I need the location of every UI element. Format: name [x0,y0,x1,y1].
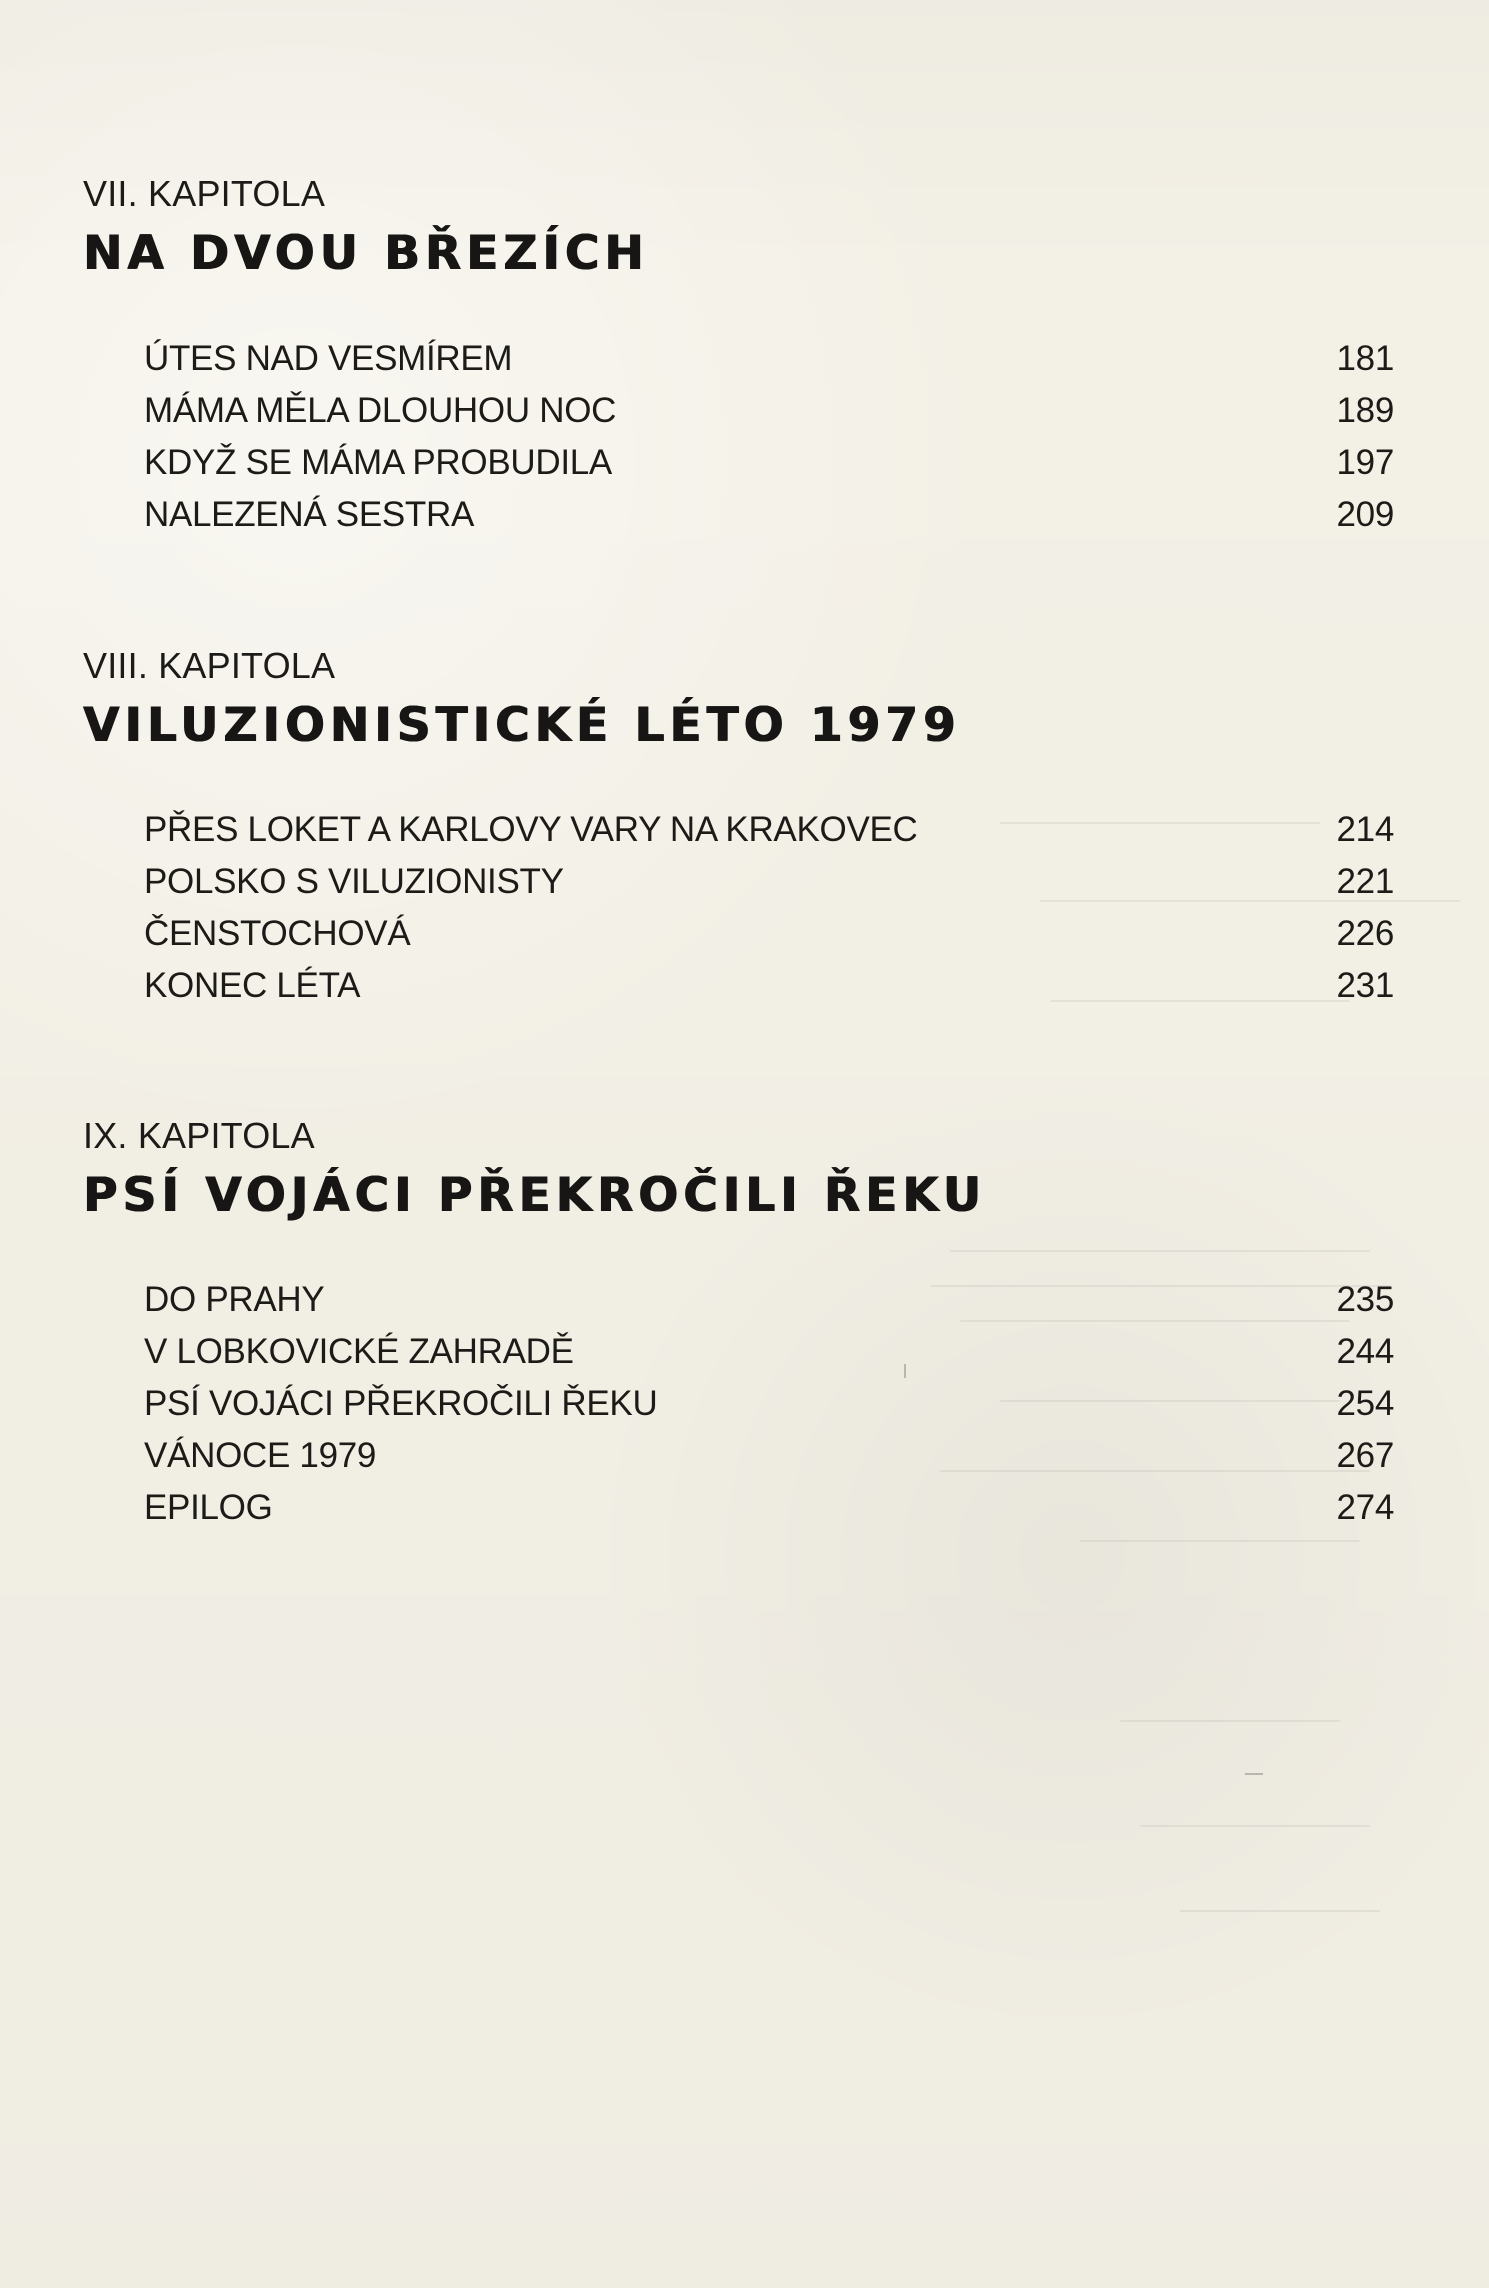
toc-entry [144,804,1394,856]
toc-entry [144,1430,1394,1482]
toc-entry-list [144,333,1394,541]
toc-entry [144,437,1394,489]
toc-entry-page: 197 [1336,443,1394,482]
toc-entry-page: 267 [1336,1436,1394,1475]
small-print-mark [1245,1773,1263,1775]
paper-ghost-line [1120,1720,1340,1722]
toc-entry-page: 244 [1336,1332,1394,1371]
toc-entry [144,908,1394,960]
toc-entry-page: 181 [1336,339,1394,378]
toc-entry [144,333,1394,385]
chapter-title: VILUZIONISTICKÉ LÉTO 1979 [83,698,961,753]
chapter-label: VII. KAPITOLA [83,173,326,214]
toc-entry-page: 189 [1336,391,1394,430]
toc-entry [144,1378,1394,1430]
toc-entry-title: KDYŽ SE MÁMA PROBUDILA [144,443,612,482]
chapter-title: PSÍ VOJÁCI PŘEKROČILI ŘEKU [83,1168,986,1223]
toc-entry [144,960,1394,1012]
toc-entry-title: V LOBKOVICKÉ ZAHRADĚ [144,1332,574,1371]
toc-entry [144,1482,1394,1534]
paper-ghost-line [1180,1910,1380,1912]
toc-entry-page: 231 [1336,966,1394,1005]
toc-entry-title: POLSKO S VILUZIONISTY [144,862,564,901]
toc-entry [144,1326,1394,1378]
toc-entry-title: PŘES LOKET A KARLOVY VARY NA KRAKOVEC [144,810,918,849]
chapter-label: IX. KAPITOLA [83,1115,315,1156]
toc-entry [144,1274,1394,1326]
toc-entry-list [144,804,1394,1012]
toc-entry-page: 226 [1336,914,1394,953]
toc-entry-page: 274 [1336,1488,1394,1527]
toc-entry-title: VÁNOCE 1979 [144,1436,377,1475]
chapter-section-viii [83,645,1394,1005]
toc-entry-title: NALEZENÁ SESTRA [144,495,475,534]
toc-entry-page: 221 [1336,862,1394,901]
toc-entry-title: MÁMA MĚLA DLOUHOU NOC [144,391,617,430]
toc-entry-title: EPILOG [144,1488,273,1527]
toc-entry-page: 209 [1336,495,1394,534]
toc-entry-title: ÚTES NAD VESMÍREM [144,339,513,378]
toc-entry-page: 254 [1336,1384,1394,1423]
toc-entry [144,856,1394,908]
chapter-title: NA DVOU BŘEZÍCH [83,226,649,281]
toc-entry-page: 214 [1336,810,1394,849]
toc-entry-title: DO PRAHY [144,1280,325,1319]
toc-entry [144,489,1394,541]
paper-ghost-line [1140,1825,1370,1827]
chapter-label: VIII. KAPITOLA [83,645,336,686]
paper-ghost-line [1080,1540,1360,1542]
chapter-section-vii [83,173,1394,534]
toc-entry-page: 235 [1336,1280,1394,1319]
toc-entry-title: PSÍ VOJÁCI PŘEKROČILI ŘEKU [144,1384,658,1423]
toc-entry-title: ČENSTOCHOVÁ [144,914,411,953]
toc-entry-title: KONEC LÉTA [144,966,361,1005]
toc-entry-list [144,1274,1394,1534]
paper-ghost-line [950,1250,1370,1252]
chapter-section-ix [83,1115,1394,1527]
toc-entry [144,385,1394,437]
